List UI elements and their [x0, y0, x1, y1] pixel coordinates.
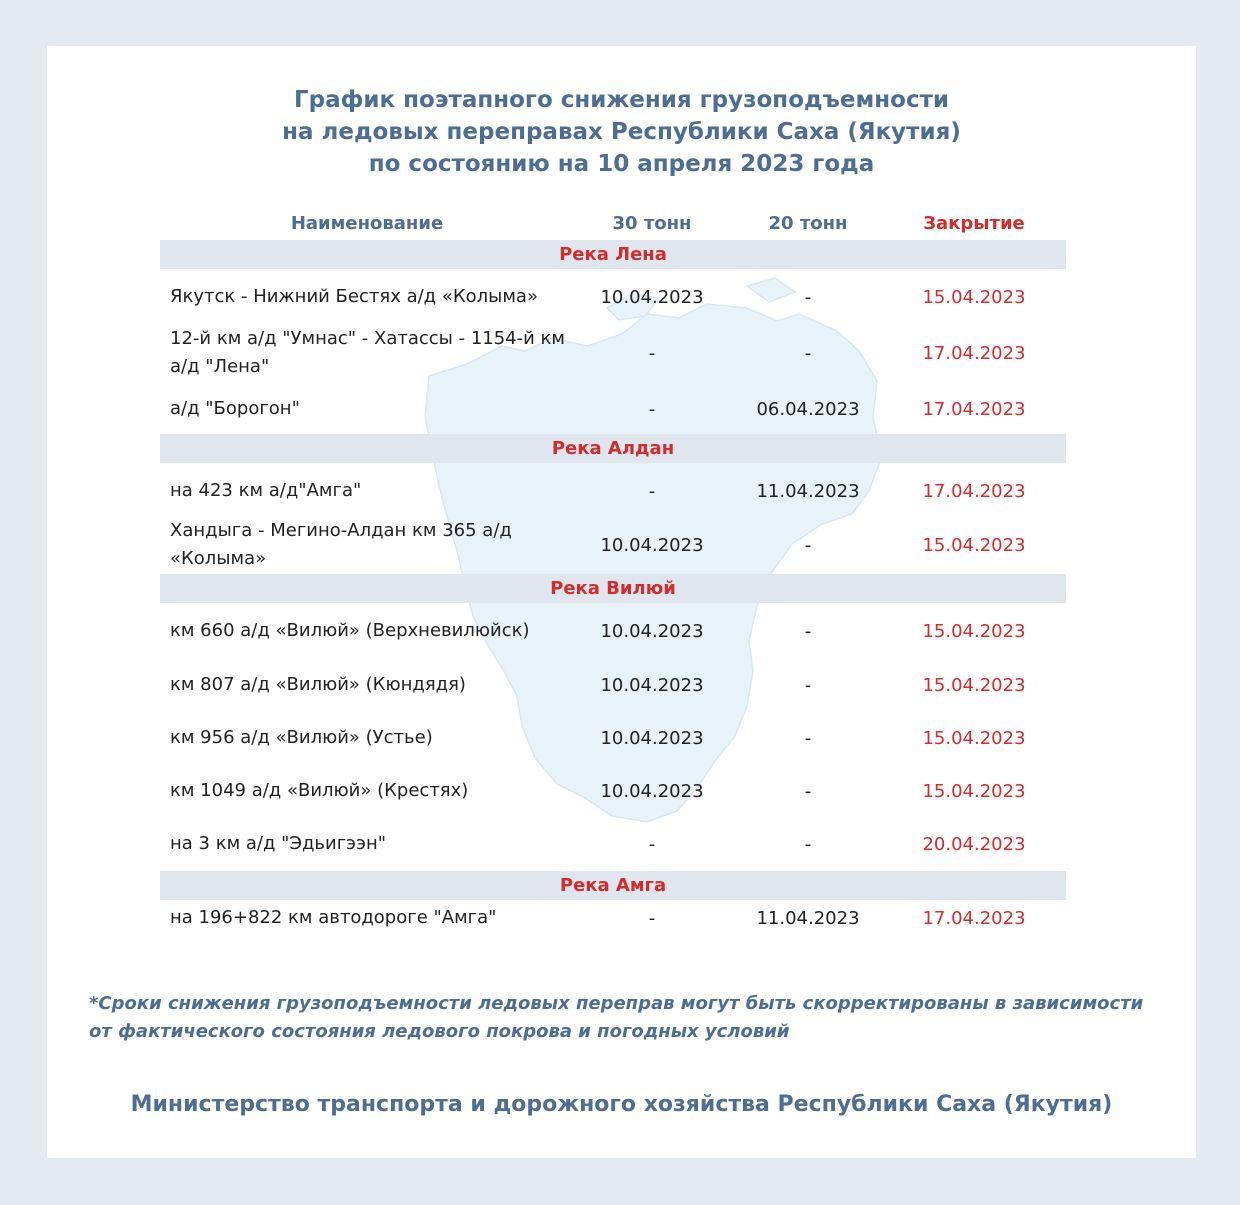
- table-row: [47, 609, 1196, 653]
- date-closing: 15.04.2023: [922, 727, 1026, 749]
- date-closing: 17.04.2023: [922, 480, 1026, 502]
- date-20t: 06.04.2023: [756, 398, 860, 420]
- date-20t: 11.04.2023: [756, 907, 860, 929]
- date-closing: 17.04.2023: [922, 398, 1026, 420]
- crossing-name: км 1049 а/д «Вилюй» (Крестях): [170, 780, 469, 801]
- date-30t: 10.04.2023: [600, 534, 704, 556]
- crossing-name: км 807 а/д «Вилюй» (Кюндядя): [170, 674, 466, 695]
- crossing-name: Хандыга - Мегино-Алдан км 365 а/д «Колыма»: [170, 520, 512, 569]
- date-20t: -: [804, 286, 812, 308]
- page-title: [47, 84, 1196, 180]
- crossing-name: км 660 а/д «Вилюй» (Верхневилюйск): [170, 620, 530, 641]
- date-closing: 15.04.2023: [922, 620, 1026, 642]
- date-20t: -: [804, 674, 812, 696]
- crossing-name: км 956 а/д «Вилюй» (Устье): [170, 727, 433, 748]
- date-closing: 20.04.2023: [922, 833, 1026, 855]
- document-card: [47, 46, 1196, 1158]
- date-20t: -: [804, 727, 812, 749]
- header-closing: Закрытие: [923, 213, 1025, 234]
- crossing-name: 12-й км а/д "Умнас" - Хатассы - 1154-й км а/д "Лена": [170, 328, 565, 377]
- crossing-name: на 196+822 км автодороге "Амга": [170, 907, 497, 928]
- title-line-2: на ледовых переправах Республики Саха (Якутия): [282, 119, 961, 145]
- date-30t: -: [648, 833, 656, 855]
- date-30t: 10.04.2023: [600, 674, 704, 696]
- table-row: [47, 322, 1196, 384]
- date-30t: -: [648, 907, 656, 929]
- header-name: Наименование: [290, 213, 444, 234]
- date-30t: 10.04.2023: [600, 286, 704, 308]
- date-20t: -: [804, 833, 812, 855]
- date-20t: -: [804, 780, 812, 802]
- date-30t: -: [648, 398, 656, 420]
- date-30t: 10.04.2023: [600, 780, 704, 802]
- date-closing: 15.04.2023: [922, 674, 1026, 696]
- section-header-vilyuy: Река Вилюй: [160, 574, 1066, 603]
- crossing-name: Якутск - Нижний Бестях а/д «Колыма»: [170, 286, 538, 307]
- section-header-aldan: Река Алдан: [160, 434, 1066, 463]
- table-row: [47, 275, 1196, 319]
- date-20t: -: [804, 534, 812, 556]
- section-header-lena: Река Лена: [160, 240, 1066, 269]
- header-30t: 30 тонн: [612, 213, 692, 234]
- table-row: [47, 769, 1196, 813]
- table-row: [47, 469, 1196, 513]
- date-30t: 10.04.2023: [600, 620, 704, 642]
- title-line-1: График поэтапного снижения грузоподъемности: [293, 87, 950, 113]
- date-30t: -: [648, 342, 656, 364]
- date-closing: 17.04.2023: [922, 342, 1026, 364]
- table-row: [47, 716, 1196, 760]
- date-30t: 10.04.2023: [600, 727, 704, 749]
- crossing-name: на 3 км а/д "Эдьигээн": [170, 833, 386, 854]
- crossing-name: на 423 км а/д"Амга": [170, 480, 362, 501]
- date-closing: 15.04.2023: [922, 534, 1026, 556]
- table-row: [47, 387, 1196, 431]
- table-row: [47, 514, 1196, 576]
- table-row: [47, 663, 1196, 707]
- date-20t: -: [804, 620, 812, 642]
- title-line-3: по состоянию на 10 апреля 2023 года: [368, 151, 875, 177]
- crossing-name: а/д "Борогон": [170, 398, 300, 419]
- footnote: *Сроки снижения грузоподъемности ледовых переправ могут быть скорректированы в зависимости от фактического состояния ледового покрова и погодных условий: [89, 993, 1144, 1042]
- table-row: [47, 898, 1196, 938]
- date-20t: 11.04.2023: [756, 480, 860, 502]
- date-closing: 17.04.2023: [922, 907, 1026, 929]
- section-header-amga: Река Амга: [160, 871, 1066, 900]
- date-20t: -: [804, 342, 812, 364]
- ministry-footer: Министерство транспорта и дорожного хозяйства Республики Саха (Якутия): [130, 1092, 1113, 1117]
- header-20t: 20 тонн: [768, 213, 848, 234]
- table-row: [47, 822, 1196, 866]
- date-closing: 15.04.2023: [922, 286, 1026, 308]
- date-closing: 15.04.2023: [922, 780, 1026, 802]
- date-30t: -: [648, 480, 656, 502]
